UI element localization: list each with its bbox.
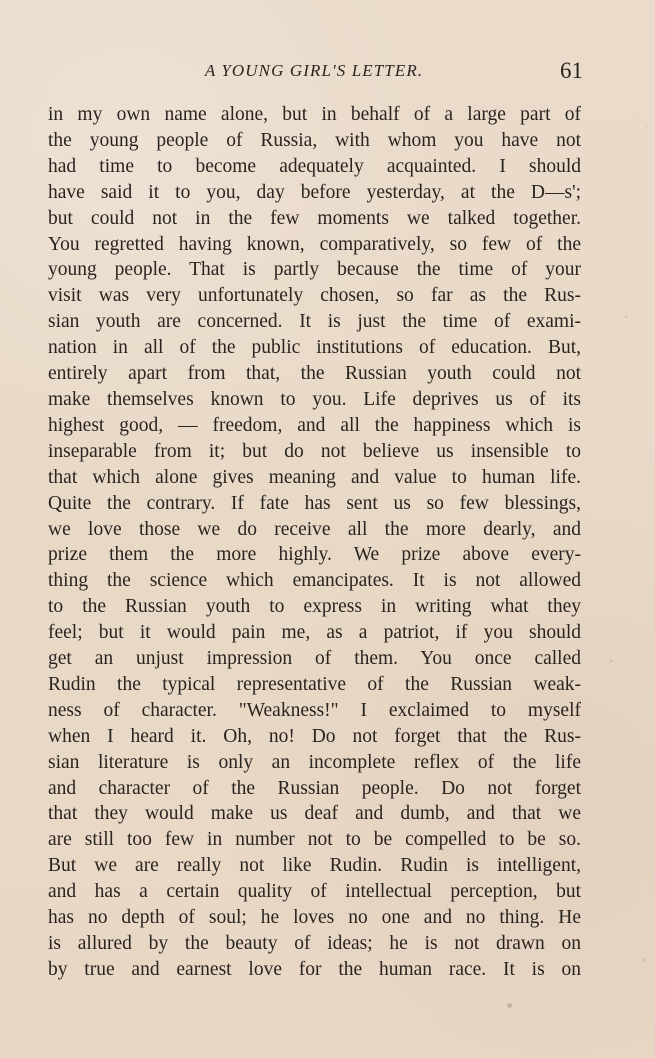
text-line: nation in all of the public institutions of education. But, — [48, 337, 581, 359]
text-line: and character of the Russian people. Do not forget — [48, 777, 581, 799]
paper-speck — [625, 316, 627, 318]
text-line: we love those we do receive all the more dearly, and — [48, 518, 581, 540]
text-line: is allured by the beauty of ideas; he is not drawn on — [48, 933, 581, 954]
text-line: by true and earnest love for the human race. It is on — [48, 958, 581, 980]
page-number: 61 — [560, 58, 583, 83]
text-line: ness of character. "Weakness!" I exclaimed to myself — [48, 699, 581, 721]
paper-speck — [643, 959, 645, 961]
text-line: when I heard it. Oh, no! Do not forget that the Rus- — [48, 725, 581, 747]
text-line: Quite the contrary. If fate has sent us so few blessings, — [48, 492, 581, 514]
paper-speck — [507, 1003, 512, 1008]
body-text — [48, 102, 581, 983]
paper-speck — [646, 125, 647, 127]
text-line: the young people of Russia, with whom you have not — [48, 129, 581, 151]
text-line: to the Russian youth to express in writing what they — [48, 596, 581, 618]
text-line: sian youth are concerned. It is just the time of exami- — [48, 311, 581, 333]
text-line: and has a certain quality of intellectual perception, but — [48, 881, 581, 903]
text-line: Rudin the typical representative of the Russian weak- — [48, 673, 581, 695]
text-line: had time to become adequately acquainted. I should — [48, 155, 581, 177]
text-line: prize them the more highly. We prize above every- — [48, 544, 581, 566]
running-head: A YOUNG GIRL'S LETTER. — [204, 61, 424, 80]
text-line: that they would make us deaf and dumb, and that we — [48, 803, 581, 825]
text-line: get an unjust impression of them. You once called — [48, 648, 581, 670]
text-line: young people. That is partly because the time of your — [48, 259, 581, 281]
text-line: entirely apart from that, the Russian youth could not — [48, 363, 581, 385]
text-line: sian literature is only an incomplete reflex of the life — [48, 751, 581, 773]
text-line: has no depth of soul; he loves no one and no thing. He — [48, 907, 581, 929]
text-line: are still too few in number not to be compelled to be so. — [48, 829, 581, 851]
text-line: inseparable from it; but do not believe us insensible to — [48, 440, 581, 462]
text-line: have said it to you, day before yesterday, at the D—s'; — [48, 181, 581, 203]
text-line: visit was very unfortunately chosen, so far as the Rus- — [48, 285, 581, 307]
text-line: that which alone gives meaning and value to human life. — [48, 466, 581, 488]
text-line: in my own name alone, but in behalf of a large part of — [48, 104, 581, 125]
text-line: highest good, — freedom, and all the happiness which is — [48, 414, 581, 436]
page-header — [48, 52, 583, 90]
text-line: make themselves known to you. Life deprives us of its — [48, 388, 581, 410]
paper-speck — [610, 660, 612, 662]
text-line: but could not in the few moments we talked together. — [48, 207, 581, 229]
text-line: thing the science which emancipates. It is not allowed — [48, 570, 581, 592]
text-line: feel; but it would pain me, as a patriot, if you should — [48, 622, 581, 644]
text-line: You regretted having known, comparatively, so few of the — [48, 233, 581, 255]
text-line: But we are really not like Rudin. Rudin is intelligent, — [48, 855, 581, 877]
